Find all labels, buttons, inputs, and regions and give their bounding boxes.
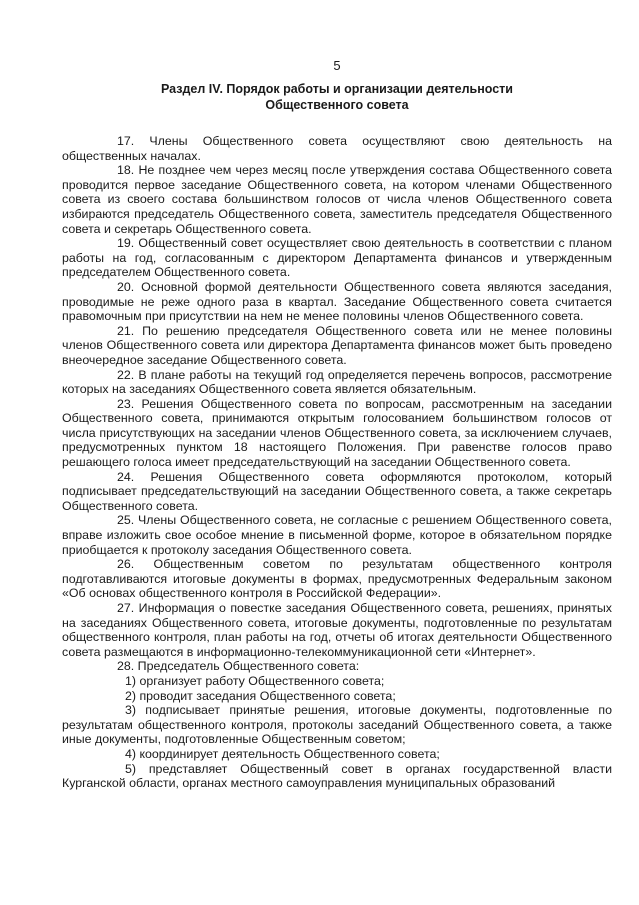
paragraph-27: 27. Информация о повестке заседания Общественного совета, решениях, принятых на заседаниях Общественного совета, итоговые документы, подготовленные по результатам общественного контроля, план работы на год, отчеты об итогах деятельности Общественного совета размещаются в информационно-телекоммуникационной сети «Интернет». (62, 601, 612, 659)
paragraph-19: 19. Общественный совет осуществляет свою деятельность в соответствии с планом работы на год, согласованным с директором Департамента финансов и утвержденным председателем Общественного совета. (62, 236, 612, 280)
subitem-1: 1) организует работу Общественного совета; (125, 673, 385, 688)
document-page (62, 58, 612, 791)
paragraph-22: 22. В плане работы на текущий год определяется перечень вопросов, рассмотрение которых на заседаниях Общественного совета является обязательным. (62, 367, 612, 397)
section-title-line-2: Общественного совета (265, 98, 409, 112)
paragraph-18: 18. Не позднее чем через месяц после утверждения состава Общественного совета проводится первое заседание Общественного совета, на котором членами Общественного совета из своего состава большинством голосов от числа членов Общественного совета избираются председатель Общественного совета, заместитель председателя Общественного совета и секретарь Общественного совета. (62, 163, 612, 236)
paragraph-23: 23. Решения Общественного совета по вопросам, рассмотренным на заседании Общественного совета, принимаются открытым голосованием большинством голосов от числа присутствующих на заседании членов Общественного совета, за исключением случаев, предусмотренных пунктом 18 настоящего Положения. При равенстве голосов право решающего голоса имеет председательствующий на заседании Общественного совета. (62, 396, 612, 470)
subitem-5: 5) представляет Общественный совет в органах государственной власти Курганской области, органах местного самоуправления муниципальных образований (62, 761, 612, 791)
paragraph-20: 20. Основной формой деятельности Общественного совета являются заседания, проводимые не реже одного раза в квартал. Заседание Общественного совета считается правомочным при присутствии на нем не менее половины членов Общественного совета. (62, 279, 612, 324)
paragraph-28: 28. Председатель Общественного совета: (117, 659, 360, 674)
page-number: 5 (333, 58, 341, 73)
paragraph-25: 25. Члены Общественного совета, не согласные с решением Общественного совета, вправе изложить свое особое мнение в письменной форме, которое в обязательном порядке приобщается к протоколу заседания Общественного совета. (62, 513, 612, 557)
section-title (62, 81, 612, 113)
section-title-line-1: Раздел IV. Порядок работы и организации деятельности (161, 82, 513, 96)
paragraph-17: 17. Члены Общественного совета осуществляют свою деятельность на общественных началах. (62, 134, 612, 163)
subitem-3: 3) подписывает принятые решения, итоговые документы, подготовленные по результатам общественного контроля, протоколы заседаний Общественного совета, а также иные документы, подготовленные Общественным советом; (62, 703, 612, 747)
subitem-2: 2) проводит заседания Общественного совета; (125, 688, 396, 703)
paragraph-21: 21. По решению председателя Общественного совета или не менее половины членов Общественного совета или директора Департамента финансов может быть проведено внеочередное заседание Общественного совета. (62, 323, 612, 367)
paragraph-24: 24. Решения Общественного совета оформляются протоколом, который подписывает председательствующий на заседании Общественного совета, а также секретарь Общественного совета. (62, 469, 612, 513)
paragraph-26: 26. Общественным советом по результатам общественного контроля подготавливаются итоговые документы в формах, предусмотренных Федеральным законом «Об основах общественного контроля в Российской Федерации». (62, 557, 612, 601)
subitem-4: 4) координирует деятельность Общественного совета; (125, 746, 440, 761)
